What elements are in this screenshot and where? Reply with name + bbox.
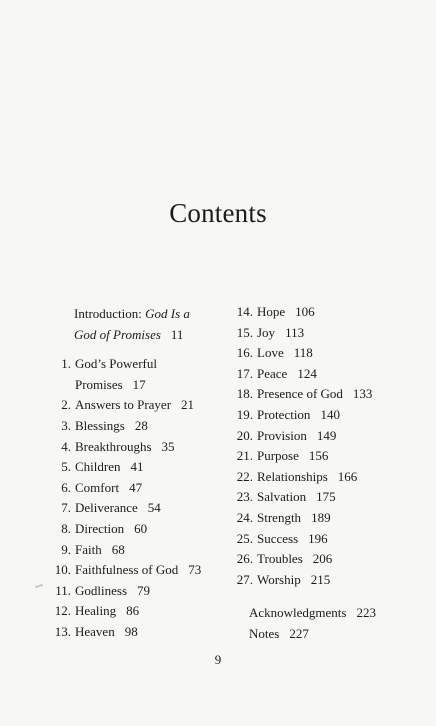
chapter-number: 17. bbox=[236, 365, 253, 381]
toc-entry bbox=[230, 323, 410, 344]
chapter-title: Success bbox=[257, 530, 299, 546]
chapter-page-number: 86 bbox=[126, 603, 140, 619]
toc-entry bbox=[48, 601, 226, 622]
chapter-number: 26. bbox=[236, 551, 253, 567]
chapter-list-right bbox=[230, 302, 410, 590]
chapter-title: Direction bbox=[75, 520, 125, 536]
chapter-number: 3. bbox=[61, 417, 71, 433]
toc-entry bbox=[230, 364, 410, 385]
chapter-number: 8. bbox=[61, 520, 71, 536]
chapter-page-number: 54 bbox=[147, 500, 161, 516]
chapter-title: Blessings bbox=[75, 417, 125, 433]
chapter-list-left bbox=[48, 354, 226, 642]
toc-entry bbox=[48, 416, 226, 437]
toc-entry bbox=[48, 519, 226, 540]
chapter-number: 2. bbox=[61, 397, 71, 413]
chapter-title: Presence of God bbox=[257, 386, 343, 402]
chapter-number: 22. bbox=[236, 468, 253, 484]
chapter-page-number: 196 bbox=[308, 530, 328, 546]
toc-entry bbox=[230, 446, 410, 467]
chapter-page-number: 140 bbox=[320, 406, 340, 422]
toc-entry-line bbox=[48, 437, 226, 458]
chapter-title: Faith bbox=[75, 541, 102, 557]
chapter-title: Worship bbox=[257, 571, 301, 587]
back-matter-title: Acknowledgments bbox=[249, 605, 347, 621]
back-matter-entry bbox=[230, 603, 410, 624]
chapter-page-number: 166 bbox=[337, 468, 358, 484]
toc-entry bbox=[48, 540, 226, 561]
chapter-number: 10. bbox=[54, 562, 71, 578]
toc-entry bbox=[48, 437, 226, 458]
back-matter-page-number: 227 bbox=[289, 625, 309, 641]
chapter-title: Protection bbox=[257, 406, 311, 422]
chapter-title: Joy bbox=[257, 324, 276, 340]
chapter-page-number: 41 bbox=[130, 459, 144, 475]
toc-entry bbox=[230, 549, 410, 570]
toc-entry bbox=[230, 570, 410, 591]
chapter-title: Faithfulness of God bbox=[75, 562, 179, 578]
chapter-number: 21. bbox=[236, 448, 253, 464]
toc-entry-line bbox=[48, 375, 226, 396]
chapter-title: Strength bbox=[257, 509, 302, 525]
chapter-number: 5. bbox=[61, 459, 71, 475]
chapter-number: 13. bbox=[54, 623, 71, 639]
chapter-page-number: 35 bbox=[161, 438, 175, 454]
toc-entry-line bbox=[48, 478, 226, 499]
chapter-page-number: 175 bbox=[316, 489, 336, 505]
chapter-number: 7. bbox=[61, 500, 71, 516]
chapter-number: 19. bbox=[236, 406, 253, 422]
chapter-page-number: 156 bbox=[308, 448, 329, 464]
intro-label: Introduction: bbox=[74, 306, 146, 321]
contents-left-column bbox=[48, 304, 226, 643]
chapter-title: Answers to Prayer bbox=[75, 397, 172, 413]
toc-entry-line bbox=[48, 457, 226, 478]
chapter-number: 1. bbox=[61, 356, 71, 372]
toc-entry bbox=[48, 395, 226, 416]
toc-entry bbox=[48, 581, 226, 602]
chapter-page-number: 113 bbox=[285, 324, 305, 340]
chapter-page-number: 189 bbox=[311, 509, 331, 525]
chapter-title: Relationships bbox=[257, 468, 328, 484]
chapter-page-number: 206 bbox=[312, 551, 333, 567]
toc-entry bbox=[230, 529, 410, 550]
chapter-number: 20. bbox=[236, 427, 253, 443]
back-matter-list bbox=[230, 603, 410, 644]
chapter-page-number: 98 bbox=[124, 623, 138, 639]
toc-entry-line bbox=[48, 416, 226, 437]
back-matter-entry bbox=[230, 624, 410, 645]
back-matter-page-number: 223 bbox=[356, 605, 376, 621]
chapter-title: Healing bbox=[75, 603, 117, 619]
contents-right-column bbox=[230, 302, 410, 645]
toc-entry bbox=[230, 426, 410, 447]
chapter-page-number: 73 bbox=[188, 562, 202, 578]
chapter-page-number: 215 bbox=[310, 571, 331, 587]
toc-entry bbox=[48, 560, 226, 581]
toc-entry-line bbox=[48, 601, 226, 622]
chapter-page-number: 133 bbox=[352, 386, 373, 402]
chapter-number: 9. bbox=[61, 541, 71, 557]
chapter-title: Promises bbox=[75, 376, 123, 392]
toc-entry-line bbox=[48, 519, 226, 540]
chapter-page-number: 79 bbox=[137, 582, 150, 598]
toc-entry bbox=[230, 467, 410, 488]
toc-entry bbox=[230, 405, 410, 426]
toc-entry-line bbox=[48, 395, 226, 416]
chapter-number: 11. bbox=[55, 582, 71, 598]
chapter-title: Children bbox=[75, 459, 121, 475]
chapter-page-number: 21 bbox=[181, 397, 195, 413]
chapter-number: 25. bbox=[236, 530, 253, 546]
chapter-number: 24. bbox=[236, 509, 253, 525]
intro-title-part-2: God of Promises bbox=[74, 326, 161, 342]
chapter-title: Deliverance bbox=[75, 500, 138, 516]
chapter-page-number: 47 bbox=[129, 479, 143, 495]
chapter-number: 18. bbox=[236, 386, 253, 402]
chapter-page-number: 60 bbox=[134, 520, 148, 536]
toc-entry bbox=[48, 354, 226, 395]
chapter-number: 16. bbox=[236, 345, 253, 361]
chapter-page-number: 118 bbox=[293, 345, 313, 361]
toc-entry bbox=[48, 457, 226, 478]
chapter-title: Heaven bbox=[75, 623, 115, 639]
toc-entry bbox=[48, 622, 226, 643]
intro-page-number: 11 bbox=[170, 326, 184, 342]
toc-entry bbox=[230, 343, 410, 364]
back-matter-title: Notes bbox=[249, 625, 280, 641]
chapter-title: Purpose bbox=[257, 448, 299, 464]
chapter-title: Salvation bbox=[257, 489, 307, 505]
toc-entry bbox=[230, 384, 410, 405]
chapter-number: 15. bbox=[236, 324, 253, 340]
chapter-title: Breakthroughs bbox=[75, 438, 152, 454]
chapter-title: God’s Powerful bbox=[75, 356, 157, 372]
chapter-page-number: 149 bbox=[316, 427, 337, 443]
toc-entry-line bbox=[48, 540, 226, 561]
chapter-title: Troubles bbox=[257, 551, 303, 567]
toc-entry-line bbox=[48, 354, 226, 375]
chapter-number: 14. bbox=[236, 304, 253, 319]
chapter-page-number: 106 bbox=[295, 304, 315, 319]
chapter-title: Comfort bbox=[75, 479, 120, 495]
intro-title-part-1: God Is a bbox=[145, 306, 190, 321]
chapter-title: Hope bbox=[257, 304, 286, 319]
toc-entry bbox=[48, 498, 226, 519]
toc-entry-line bbox=[48, 560, 226, 581]
chapter-number: 27. bbox=[236, 571, 253, 587]
toc-entry bbox=[230, 487, 410, 508]
chapter-title: Peace bbox=[257, 365, 288, 381]
chapter-number: 12. bbox=[54, 603, 71, 619]
page-number: 9 bbox=[214, 652, 222, 667]
toc-entry-line bbox=[48, 498, 226, 519]
toc-entry bbox=[48, 478, 226, 499]
chapter-page-number: 17 bbox=[132, 376, 146, 392]
chapter-page-number: 28 bbox=[134, 417, 148, 433]
chapter-number: 6. bbox=[61, 479, 71, 495]
chapter-title: Provision bbox=[257, 427, 307, 443]
toc-entry-introduction bbox=[48, 304, 226, 345]
toc-entry-line bbox=[48, 622, 226, 643]
toc-entry bbox=[230, 508, 410, 529]
paper-blemish bbox=[35, 584, 43, 589]
toc-entry bbox=[230, 302, 410, 323]
toc-entry-line bbox=[48, 581, 226, 602]
page-title: Contents bbox=[169, 198, 267, 228]
chapter-number: 23. bbox=[236, 489, 253, 505]
chapter-page-number: 68 bbox=[111, 541, 125, 557]
chapter-title: Godliness bbox=[75, 582, 127, 598]
chapter-number: 4. bbox=[61, 438, 71, 454]
chapter-page-number: 124 bbox=[297, 365, 317, 381]
chapter-title: Love bbox=[257, 345, 284, 361]
